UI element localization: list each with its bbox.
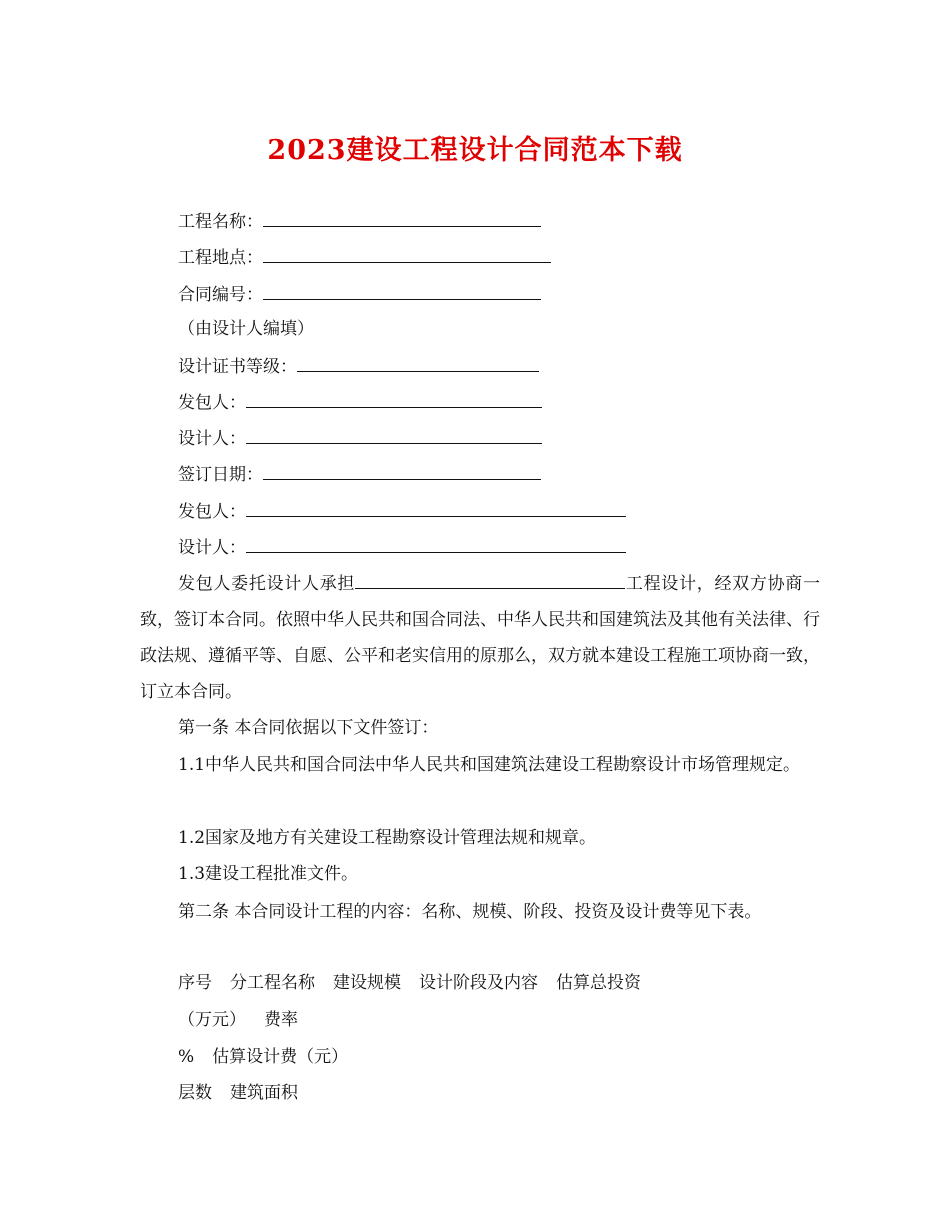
field-label: 工程地点： (178, 248, 263, 268)
table-header-row-3 (178, 1046, 366, 1068)
field-label: 发包人： (178, 502, 246, 522)
article-1-item-3: 1.3建设工程批准文件。 (178, 864, 359, 884)
blank-line[interactable] (246, 500, 626, 517)
table-header-cell: 层数 (178, 1083, 212, 1103)
field-sign-date (178, 463, 541, 486)
field-label: 工程名称： (178, 212, 263, 232)
blank-line[interactable] (246, 391, 542, 408)
table-header-cell: 建设规模 (333, 973, 401, 993)
table-header-row-2 (178, 1009, 316, 1031)
field-contract-no (178, 283, 541, 306)
field-cert-level (178, 355, 539, 378)
table-header-cell: 建筑面积 (230, 1083, 298, 1103)
intro-prefix: 发包人委托设计人承担 (178, 574, 356, 594)
field-project-name (178, 210, 541, 233)
article-1-heading: 第一条 本合同依据以下文件签订： (178, 718, 439, 738)
field-note: （由设计人编填） (178, 319, 314, 339)
table-header-cell: 估算设计费（元） (212, 1047, 349, 1067)
blank-line[interactable] (246, 427, 542, 444)
table-header-cell: 费率 (264, 1010, 298, 1030)
intro-rest: 工程设计，经双方协商一致，签订本合同。依照中华人民共和国合同法、中华人民共和国建筑法及其他有关法律、行政法规、遵循平等、自愿、公平和老实信用的原那么，双方就本建设工程施工项协商一致，订立本合同。 (140, 574, 821, 702)
intro-paragraph (140, 566, 820, 710)
field-project-location (178, 246, 551, 269)
blank-line[interactable] (263, 463, 541, 480)
blank-line[interactable] (263, 210, 541, 227)
blank-line[interactable] (246, 536, 626, 553)
article-1-item-2: 1.2国家及地方有关建设工程勘察设计管理法规和规章。 (178, 828, 597, 848)
field-filled-by (178, 318, 314, 340)
field-label: 合同编号： (178, 285, 263, 305)
table-header-row-1 (178, 972, 659, 994)
field-label: 签订日期： (178, 465, 263, 485)
field-label: 设计人： (178, 538, 246, 558)
table-header-cell: （万元） (178, 1010, 246, 1030)
table-header-cell: 序号 (178, 973, 212, 993)
field-label: 发包人： (178, 393, 246, 413)
table-header-cell: 估算总投资 (556, 973, 641, 993)
field-employer (178, 391, 542, 414)
blank-line[interactable] (297, 355, 539, 372)
article-2-heading: 第二条 本合同设计工程的内容：名称、规模、阶段、投资及设计费等见下表。 (178, 902, 762, 922)
table-header-row-4 (178, 1082, 316, 1104)
field-employer-2 (178, 500, 626, 523)
blank-line[interactable] (263, 246, 551, 263)
table-header-cell: 分工程名称 (230, 973, 315, 993)
field-label: 设计证书等级： (178, 357, 297, 377)
field-designer-2 (178, 536, 626, 559)
document-title: 2023建设工程设计合同范本下载 (267, 135, 683, 166)
field-label: 设计人： (178, 429, 246, 449)
blank-line[interactable] (263, 283, 541, 300)
field-designer (178, 427, 542, 450)
table-header-cell: 设计阶段及内容 (419, 973, 538, 993)
article-1-item-1: 1.1中华人民共和国合同法中华人民共和国建筑法建设工程勘察设计市场管理规定。 (178, 755, 801, 775)
blank-line[interactable] (355, 572, 625, 589)
table-header-cell: % (178, 1047, 195, 1067)
